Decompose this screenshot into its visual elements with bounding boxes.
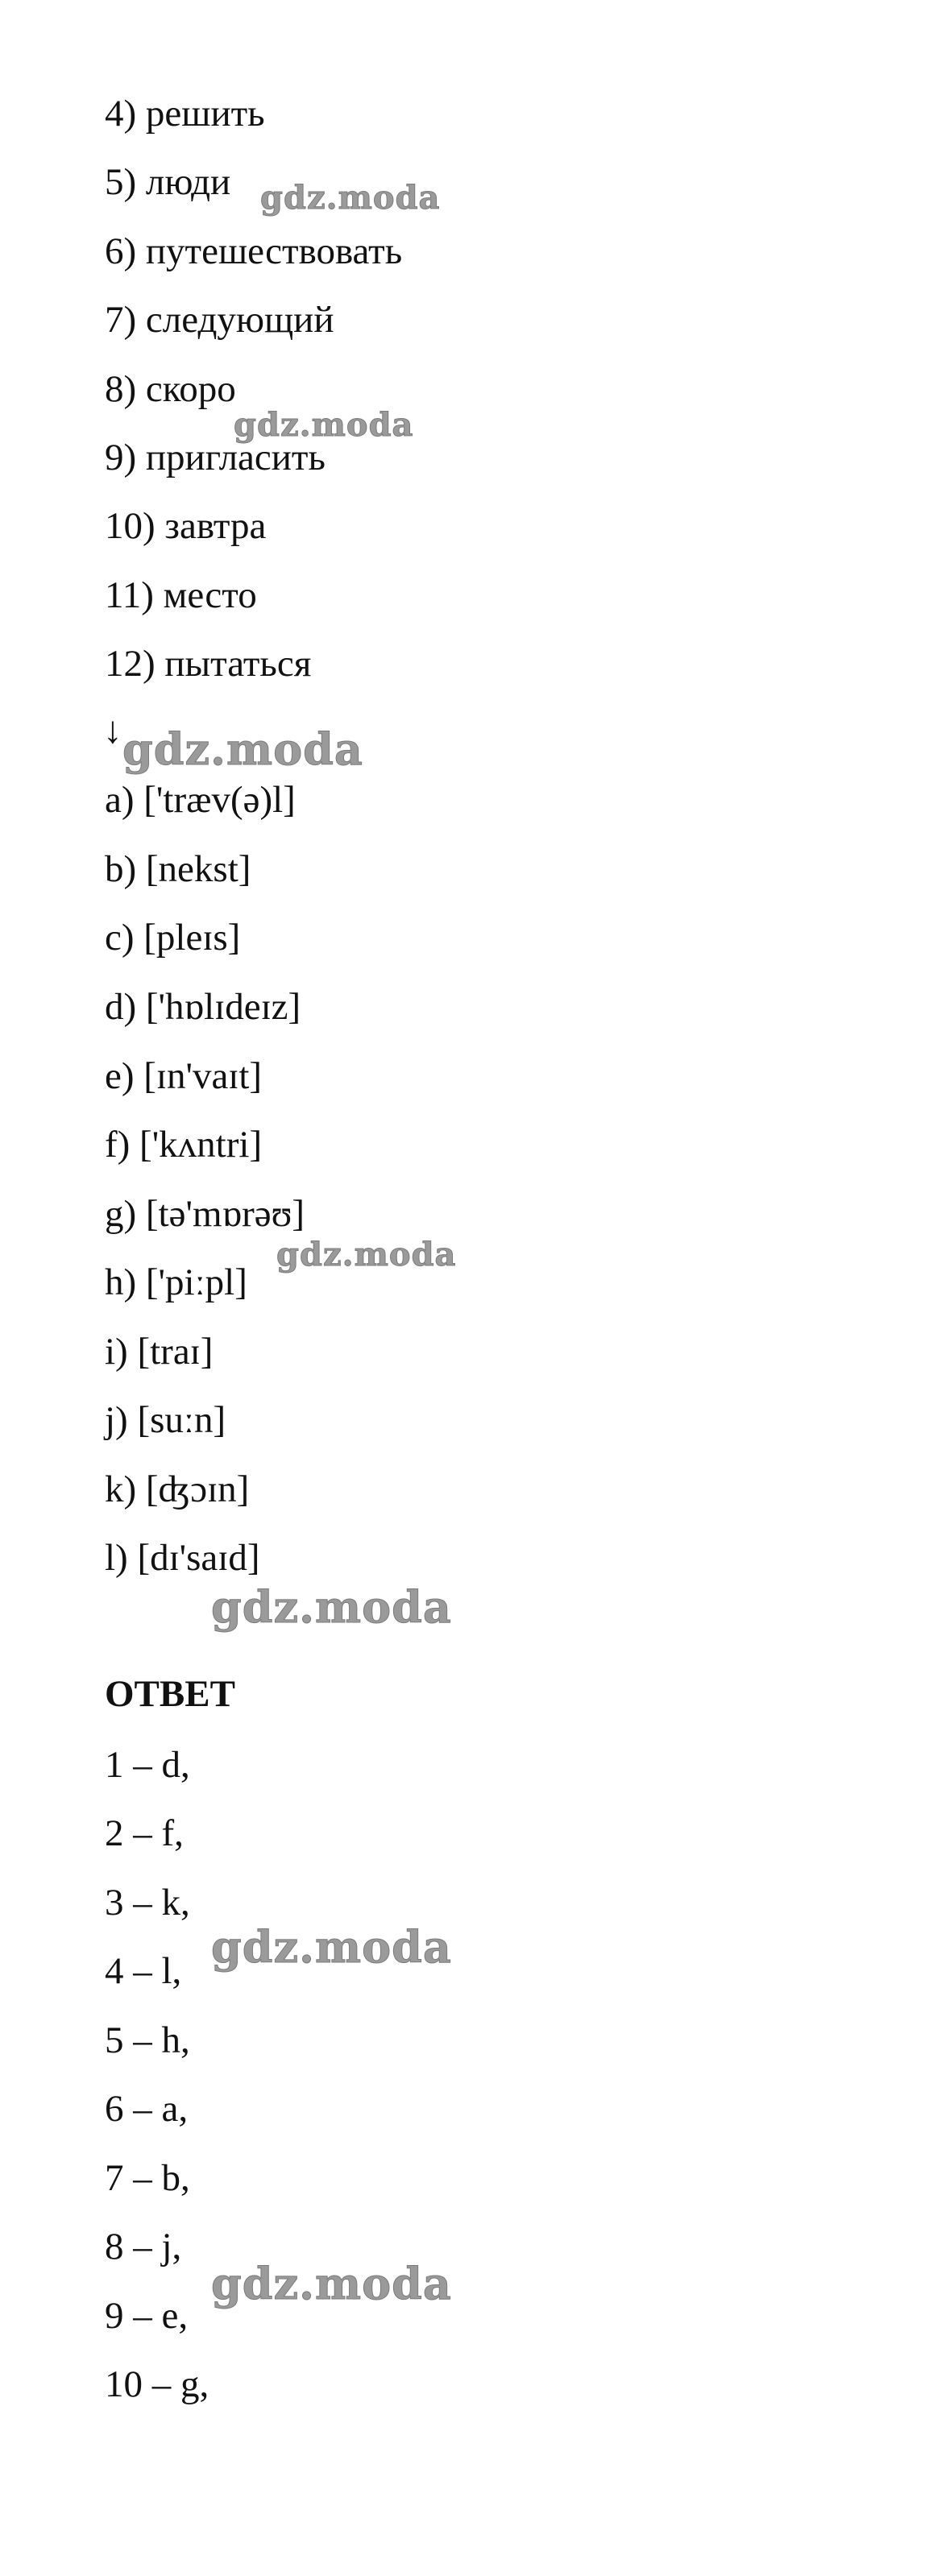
answer-item: 4 – l,	[105, 1950, 182, 1992]
answer-item: 1 – d,	[105, 1744, 190, 1786]
transcription-item: b) [nekst]	[105, 848, 251, 890]
transcription-item: a) ['træv(ə)l]	[105, 779, 296, 821]
watermark: gdz.moda	[122, 723, 363, 775]
answer-heading: ОТВЕТ	[105, 1673, 235, 1715]
transcription-item: e) [ɪn'vaɪt]	[105, 1055, 263, 1097]
answer-item: 7 – b,	[105, 2157, 190, 2199]
transcription-item: f) ['kʌntri]	[105, 1124, 263, 1166]
answer-item: 9 – e,	[105, 2295, 189, 2337]
transcription-item: i) [traɪ]	[105, 1331, 214, 1373]
answer-item: 10 – g,	[105, 2363, 209, 2405]
transcription-item: j) [suːn]	[105, 1399, 226, 1441]
answer-item: 5 – h,	[105, 2019, 190, 2061]
transcription-item: g) [tə'mɒrəʊ]	[105, 1193, 305, 1235]
down-arrow-icon: ↓	[103, 710, 122, 752]
word-item: 8) скоро	[105, 368, 236, 410]
transcription-item: k) [ʤɔɪn]	[105, 1468, 250, 1510]
word-item: 7) следующий	[105, 299, 334, 341]
watermark: gdz.moda	[234, 406, 414, 444]
answer-item: 3 – k,	[105, 1882, 190, 1924]
word-item: 10) завтра	[105, 505, 267, 547]
word-item: 11) место	[105, 574, 257, 616]
word-item: 5) люди	[105, 161, 231, 203]
watermark: gdz.moda	[276, 1236, 457, 1274]
answer-item: 2 – f,	[105, 1812, 184, 1854]
watermark: gdz.moda	[260, 179, 441, 217]
transcription-item: d) ['hɒlɪdeɪz]	[105, 986, 301, 1028]
transcription-item: l) [dɪ'saɪd]	[105, 1537, 260, 1579]
watermark: gdz.moda	[211, 1921, 452, 1973]
word-item: 6) путешествовать	[105, 230, 403, 272]
answer-item: 8 – j,	[105, 2226, 182, 2267]
transcription-item: h) ['piːpl]	[105, 1261, 247, 1303]
watermark: gdz.moda	[211, 2258, 452, 2309]
word-item: 4) решить	[105, 93, 265, 135]
transcription-item: c) [pleɪs]	[105, 917, 241, 959]
answer-item: 6 – a,	[105, 2088, 189, 2130]
watermark: gdz.moda	[211, 1581, 452, 1633]
word-item: 9) пригласить	[105, 437, 326, 478]
word-item: 12) пытаться	[105, 643, 312, 685]
